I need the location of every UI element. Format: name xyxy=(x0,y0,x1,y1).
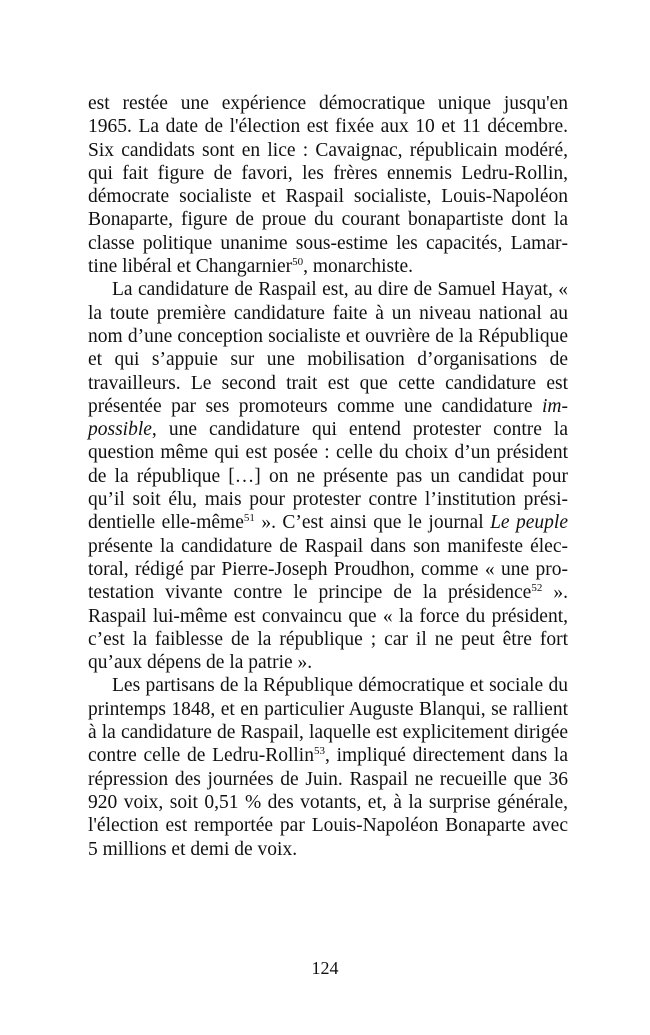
paragraph-1-end: , monarchiste. xyxy=(303,256,414,278)
footnote-ref-53[interactable]: 53 xyxy=(313,745,325,758)
paragraph-2-text-c: ». C’est ainsi que le journal xyxy=(254,512,491,534)
paragraph-1-text: est restée une expérience démocratique unique jusqu'en 1965. La date de l'élection est fixée aux 10 et 11 décembre. Six candidats sont en lice : Cavaignac, républicain modéré, qui fait figure de favori, les frères ennemis Ledru-Rollin, démocrate socialiste et Raspail socialiste, Louis-Napoléon Bonaparte, figure de proue du courant bonapartiste dont la classe politique unanime sous-estime les capacités, Lamartine libéral et Changarnier xyxy=(88,93,568,278)
paragraph-2-text-b: , une candidature qui entend protester contre la question même qui est posée : celle du choix d’un président de la république […] on ne présente pas un candidat pour qu’il soit élu, mais pour protester contre l’institution présidentielle elle-même xyxy=(88,419,568,534)
page-body xyxy=(88,92,568,861)
paragraph-2 xyxy=(88,278,568,674)
paragraph-2-text-e: ». Raspail lui-même est convaincu que « la force du président, c’est la faiblesse de la république ; car il ne peut être fort qu’aux dépens de la patrie ». xyxy=(88,582,568,674)
paragraph-3 xyxy=(88,674,568,860)
footnote-ref-51[interactable]: 51 xyxy=(243,512,255,525)
italic-le-peuple: Le peuple xyxy=(490,512,569,534)
paragraph-2-text-d: présente la candidature de Raspail dans son manifeste électoral, rédigé par Pierre-Joseph Proudhon, comme « une protestation vivante contre le principe de la présidence xyxy=(88,535,568,604)
paragraph-3-text-b: , impliqué directement dans la répression des journées de Juin. Raspail ne recueille que 36 920 voix, soit 0,51 % des votants, et, à la surprise générale, l'élection est remportée par Louis-Napoléon Bonaparte avec 5 millions et demi de voix. xyxy=(88,745,568,860)
footnote-ref-50[interactable]: 50 xyxy=(292,256,304,269)
paragraph-3-text-a: Les partisans de la République démocratique et sociale du printemps 1848, et en particulier Auguste Blanqui, se rallient à la candidature de Raspail, laquelle est explicitement dirigée contre celle de Ledru-Rollin xyxy=(88,675,568,767)
italic-impossible: impossible xyxy=(88,395,568,441)
paragraph-1 xyxy=(88,92,568,278)
footnote-ref-52[interactable]: 52 xyxy=(531,582,543,595)
page-number: 124 xyxy=(311,958,339,978)
paragraph-2-text-a: La candidature de Raspail est, au dire de Samuel Hayat, « la toute première candidature faite à un niveau national au nom d’une conception socialiste et ouvrière de la République et qui s’appuie sur une mobilisation d’organisations de travailleurs. Le second trait est que cette candidature est présentée par ses promoteurs comme une candidature xyxy=(88,279,568,417)
